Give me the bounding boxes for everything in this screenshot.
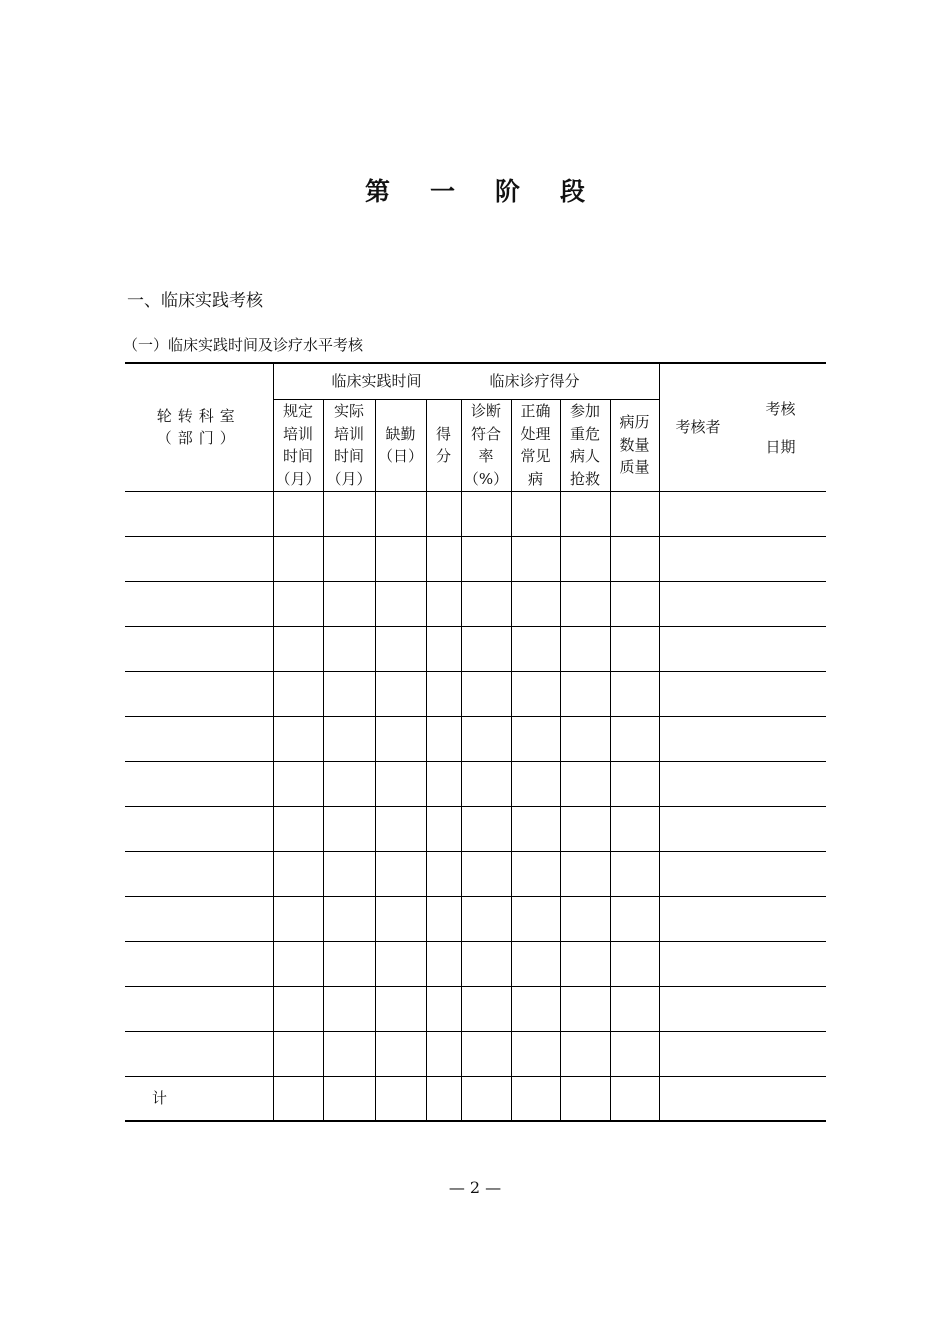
table-cell[interactable] [511, 1076, 560, 1121]
table-cell[interactable] [560, 986, 610, 1031]
table-cell[interactable] [426, 536, 461, 581]
table-cell[interactable] [610, 716, 659, 761]
table-cell[interactable] [610, 536, 659, 581]
table-cell[interactable] [610, 671, 659, 716]
table-cell[interactable] [375, 671, 426, 716]
table-cell[interactable] [461, 1076, 511, 1121]
table-row [125, 896, 826, 941]
column-header-line: 处理 [520, 424, 551, 443]
table-cell[interactable] [375, 626, 426, 671]
table-cell[interactable] [273, 581, 323, 626]
column-header-line: 参加 [569, 402, 600, 420]
table-cell[interactable] [273, 806, 323, 851]
table-cell[interactable] [125, 671, 273, 716]
exam-date-header: 日期 [765, 438, 796, 456]
dept-header [125, 363, 273, 491]
table-row [125, 941, 826, 986]
table-cell[interactable] [323, 671, 375, 716]
table-cell[interactable] [375, 491, 426, 536]
table-row [125, 1031, 826, 1076]
table-cell[interactable] [323, 896, 375, 941]
table-cell[interactable] [511, 626, 560, 671]
sub-heading: （一）临床实践时间及诊疗水平考核 [123, 336, 364, 354]
table-cell[interactable] [461, 491, 511, 536]
table-cell[interactable] [659, 626, 826, 671]
table-cell[interactable] [610, 491, 659, 536]
table-row [125, 491, 826, 536]
title-char: 一 [429, 177, 455, 206]
exam-date-header: 考核 [765, 400, 796, 418]
table-cell[interactable] [273, 716, 323, 761]
column-header [273, 399, 323, 491]
table-cell[interactable] [273, 896, 323, 941]
total-row [125, 1076, 826, 1121]
column-header [461, 399, 511, 491]
table-cell[interactable] [323, 1031, 375, 1076]
table-cell[interactable] [461, 941, 511, 986]
table-cell[interactable] [659, 896, 826, 941]
column-header-line: 正确 [520, 402, 551, 420]
table-cell[interactable] [125, 536, 273, 581]
title-char: 阶 [495, 177, 521, 206]
table-row [125, 851, 826, 896]
page-number: — 2 — [448, 1178, 502, 1197]
table-cell[interactable] [125, 806, 273, 851]
column-header-line: 抢救 [569, 469, 600, 488]
table-cell[interactable] [323, 761, 375, 806]
table-cell[interactable] [426, 806, 461, 851]
table-cell[interactable] [610, 626, 659, 671]
table-cell[interactable] [426, 581, 461, 626]
column-header-line: （%） [463, 469, 509, 488]
table-row [125, 761, 826, 806]
table-cell[interactable] [375, 1076, 426, 1121]
table-cell[interactable] [375, 581, 426, 626]
table-cell[interactable] [461, 1031, 511, 1076]
table-cell[interactable] [375, 536, 426, 581]
table-cell[interactable] [461, 896, 511, 941]
table-cell[interactable] [659, 581, 826, 626]
table-cell[interactable] [125, 986, 273, 1031]
table-cell[interactable] [560, 1031, 610, 1076]
table-cell[interactable] [610, 896, 659, 941]
table-cell[interactable] [461, 851, 511, 896]
table-cell[interactable] [461, 626, 511, 671]
table-cell[interactable] [511, 986, 560, 1031]
table-cell[interactable] [375, 851, 426, 896]
table-cell[interactable] [560, 851, 610, 896]
table-cell[interactable] [375, 761, 426, 806]
table-cell[interactable] [426, 491, 461, 536]
table-cell[interactable] [426, 851, 461, 896]
table-cell[interactable] [461, 536, 511, 581]
column-header-line: 培训 [333, 424, 364, 443]
column-header-line: （日） [377, 447, 423, 465]
column-header [511, 399, 560, 491]
table-cell[interactable] [125, 761, 273, 806]
table-cell[interactable] [125, 626, 273, 671]
table-cell[interactable] [610, 806, 659, 851]
table-cell[interactable] [273, 941, 323, 986]
examiner-date-header [659, 363, 826, 491]
table-cell[interactable] [323, 941, 375, 986]
table-row [125, 536, 826, 581]
table-cell[interactable] [426, 671, 461, 716]
column-header-line: 培训 [282, 424, 313, 443]
table-cell[interactable] [610, 581, 659, 626]
column-header-line: 符合 [470, 424, 501, 443]
column-header-line: 时间 [282, 447, 313, 465]
table-cell[interactable] [125, 851, 273, 896]
table-cell[interactable] [511, 581, 560, 626]
table-cell[interactable] [511, 491, 560, 536]
column-header-line: 规定 [282, 402, 313, 420]
table-cell[interactable] [375, 986, 426, 1031]
title-char: 第 [364, 177, 390, 206]
column-header-line: 诊断 [470, 402, 501, 420]
table-cell[interactable] [323, 851, 375, 896]
table-row [125, 986, 826, 1031]
table-cell[interactable] [426, 941, 461, 986]
table-cell[interactable] [125, 716, 273, 761]
column-header [426, 399, 461, 491]
table-cell[interactable] [610, 1076, 659, 1121]
table-cell[interactable] [323, 1076, 375, 1121]
column-header-line: 病历 [619, 413, 650, 432]
table-cell[interactable] [273, 761, 323, 806]
column-header-line: 常见 [520, 447, 551, 465]
table-cell[interactable] [273, 986, 323, 1031]
table-cell[interactable] [560, 536, 610, 581]
table-row [125, 716, 826, 761]
table-cell[interactable] [375, 716, 426, 761]
column-header [560, 399, 610, 491]
table-cell[interactable] [659, 1076, 826, 1121]
table-cell[interactable] [560, 491, 610, 536]
header-row [125, 363, 826, 399]
table-cell[interactable] [659, 806, 826, 851]
table-cell[interactable] [461, 986, 511, 1031]
table-cell[interactable] [426, 896, 461, 941]
group-header [273, 363, 659, 399]
table-row [125, 671, 826, 716]
table-cell[interactable] [323, 806, 375, 851]
column-header [375, 399, 426, 491]
table-cell[interactable] [323, 716, 375, 761]
diagnosis-score-header: 临床诊疗得分 [489, 372, 580, 391]
table-cell[interactable] [560, 896, 610, 941]
column-header-line: 得 [435, 424, 451, 443]
table-row [125, 806, 826, 851]
table-cell[interactable] [273, 536, 323, 581]
table-cell[interactable] [125, 941, 273, 986]
table-cell[interactable] [323, 986, 375, 1031]
table-cell[interactable] [125, 896, 273, 941]
table-cell[interactable] [125, 581, 273, 626]
table-cell[interactable] [610, 941, 659, 986]
table-cell[interactable] [375, 941, 426, 986]
table-cell[interactable] [560, 671, 610, 716]
table-cell[interactable] [426, 716, 461, 761]
table-cell[interactable] [511, 716, 560, 761]
table-cell[interactable] [426, 626, 461, 671]
table-cell[interactable] [461, 761, 511, 806]
table-cell[interactable] [426, 761, 461, 806]
column-header-line: 病 [527, 469, 543, 488]
table-cell[interactable] [659, 761, 826, 806]
table-cell[interactable] [560, 761, 610, 806]
table-cell[interactable] [273, 671, 323, 716]
column-header [610, 399, 659, 491]
table-cell[interactable] [610, 986, 659, 1031]
column-header-line: （月） [326, 469, 372, 488]
column-header-line: 病人 [569, 447, 600, 465]
table-cell[interactable] [375, 806, 426, 851]
table-cell[interactable] [323, 536, 375, 581]
column-header-line: 重危 [569, 424, 600, 443]
table-cell[interactable] [511, 671, 560, 716]
dept-header-line: 轮转科室 [156, 406, 241, 425]
column-header-line: 时间 [333, 447, 364, 465]
column-header-line: 率 [478, 447, 494, 465]
column-header-line: 数量 [619, 435, 650, 454]
table-cell[interactable] [511, 536, 560, 581]
table-cell[interactable] [511, 1031, 560, 1076]
table-cell[interactable] [610, 761, 659, 806]
table-cell[interactable] [511, 896, 560, 941]
table-cell[interactable] [375, 1031, 426, 1076]
practice-time-header: 临床实践时间 [331, 372, 422, 391]
table-cell[interactable] [273, 626, 323, 671]
table-cell[interactable] [511, 761, 560, 806]
table-cell[interactable] [273, 851, 323, 896]
dept-header-line: （部门） [156, 429, 241, 448]
table-cell[interactable] [610, 851, 659, 896]
table-cell[interactable] [659, 1031, 826, 1076]
table-cell[interactable] [323, 581, 375, 626]
title-char: 段 [560, 177, 586, 206]
table-cell[interactable] [659, 941, 826, 986]
table-cell[interactable] [610, 1031, 659, 1076]
table-cell[interactable] [560, 626, 610, 671]
table-cell[interactable] [659, 491, 826, 536]
page-title [0, 172, 950, 208]
table-cell[interactable] [659, 851, 826, 896]
assessment-table [125, 362, 826, 1122]
table-cell[interactable] [511, 851, 560, 896]
column-header [323, 399, 375, 491]
table-cell[interactable] [273, 1031, 323, 1076]
table-cell[interactable] [273, 1076, 323, 1121]
total-label: 计 [125, 1076, 273, 1121]
table-row [125, 626, 826, 671]
table-cell[interactable] [323, 491, 375, 536]
column-header-line: 缺勤 [385, 424, 416, 443]
table-cell[interactable] [659, 536, 826, 581]
column-header-line: （月） [275, 469, 321, 488]
table-cell[interactable] [461, 671, 511, 716]
table-cell[interactable] [560, 941, 610, 986]
table-cell[interactable] [273, 491, 323, 536]
table-cell[interactable] [426, 1076, 461, 1121]
table-cell[interactable] [461, 806, 511, 851]
table-cell[interactable] [323, 626, 375, 671]
table-cell[interactable] [426, 986, 461, 1031]
column-header-line: 实际 [333, 402, 364, 420]
table-cell[interactable] [511, 941, 560, 986]
table-cell[interactable] [560, 716, 610, 761]
table-cell[interactable] [560, 806, 610, 851]
table-cell[interactable] [511, 806, 560, 851]
table-cell[interactable] [560, 581, 610, 626]
table-cell[interactable] [125, 491, 273, 536]
table-row [125, 581, 826, 626]
examiner-header: 考核者 [675, 418, 721, 436]
table-cell[interactable] [426, 1031, 461, 1076]
table-cell[interactable] [560, 1076, 610, 1121]
table-cell[interactable] [461, 581, 511, 626]
column-header-line: 质量 [619, 458, 650, 477]
table-cell[interactable] [125, 1031, 273, 1076]
table-cell[interactable] [659, 986, 826, 1031]
column-header-line: 分 [435, 447, 451, 465]
table-cell[interactable] [659, 671, 826, 716]
table-cell[interactable] [375, 896, 426, 941]
table-cell[interactable] [659, 716, 826, 761]
table-cell[interactable] [461, 716, 511, 761]
section-heading: 一、临床实践考核 [127, 291, 263, 311]
